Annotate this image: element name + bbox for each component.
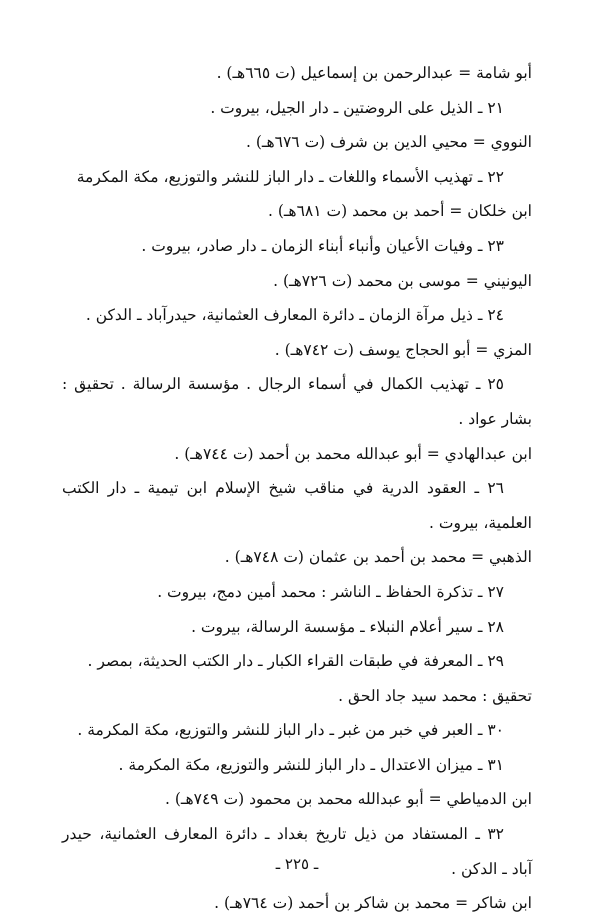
entry-32: ٣٢ ـ المستفاد من ذيل تاريخ بغداد ـ دائرة المعارف العثمانية، حيدر <box>62 825 504 844</box>
author-line-ibn-abdulhadi: ابن عبدالهادي = أبو عبدالله محمد بن أحمد (ت ٧٤٤هـ) . <box>174 444 532 463</box>
entry-30: ٣٠ ـ العبر في خبر من غبر ـ دار الباز للنشر والتوزيع، مكة المكرمة . <box>77 721 504 740</box>
entry-28: ٢٨ ـ سير أعلام النبلاء ـ مؤسسة الرسالة، بيروت . <box>191 617 504 636</box>
entry-32-continuation: آباد ـ الدكن . <box>451 859 532 878</box>
author-line-mizzi: المزي = أبو الحجاج يوسف (ت ٧٤٢هـ) . <box>274 340 532 359</box>
author-line-abu-shama: أبو شامة = عبدالرحمن بن إسماعيل (ت ٦٦٥هـ) . <box>216 64 532 82</box>
entry-24: ٢٤ ـ ذيل مرآة الزمان ـ دائرة المعارف العثمانية، حيدرآباد ـ الدكن . <box>85 306 504 325</box>
entry-29-editor: تحقيق : محمد سيد جاد الحق . <box>338 686 532 705</box>
author-line-ibn-shakir: ابن شاكر = محمد بن شاكر بن أحمد (ت ٧٦٤هـ) . <box>214 894 532 913</box>
entry-26-continuation: العلمية، بيروت . <box>429 513 532 532</box>
entry-21: ٢١ ـ الذيل على الروضتين ـ دار الجيل، بيروت . <box>210 98 504 117</box>
entry-22: ٢٢ ـ تهذيب الأسماء واللغات ـ دار الباز للنشر والتوزيع، مكة المكرمة <box>76 167 504 186</box>
bibliography-text <box>62 56 532 921</box>
entry-23: ٢٣ ـ وفيات الأعيان وأنباء أبناء الزمان ـ دار صادر، بيروت . <box>141 236 504 255</box>
entry-25: ٢٥ ـ تهذيب الكمال في أسماء الرجال . مؤسسة الرسالة . تحقيق : <box>62 375 504 394</box>
author-line-ibn-dimyati: ابن الدمياطي = أبو عبدالله محمد بن محمود (ت ٧٤٩هـ) . <box>165 790 532 809</box>
entry-27: ٢٧ ـ تذكرة الحفاظ ـ الناشر : محمد أمين دمج، بيروت . <box>157 582 504 601</box>
entry-31: ٣١ ـ ميزان الاعتدال ـ دار الباز للنشر والتوزيع، مكة المكرمة . <box>118 755 504 774</box>
page-number: ـ ٢٢٥ ـ <box>275 855 319 873</box>
author-line-ibn-khallikan: ابن خلكان = أحمد بن محمد (ت ٦٨١هـ) . <box>267 202 532 221</box>
author-line-yunini: اليونيني = موسى بن محمد (ت ٧٢٦هـ) . <box>273 271 532 290</box>
entry-29: ٢٩ ـ المعرفة في طبقات القراء الكبار ـ دار الكتب الحديثة، بمصر . <box>87 652 504 671</box>
entry-26: ٢٦ ـ العقود الدرية في مناقب شيخ الإسلام ابن تيمية ـ دار الكتب <box>62 479 504 498</box>
author-line-nawawi: النووي = محيي الدين بن شرف (ت ٦٧٦هـ) . <box>246 133 532 152</box>
entry-25-continuation: بشار عواد . <box>458 409 532 428</box>
author-line-dhahabi: الذهبي = محمد بن أحمد بن عثمان (ت ٧٤٨هـ) . <box>224 548 532 567</box>
